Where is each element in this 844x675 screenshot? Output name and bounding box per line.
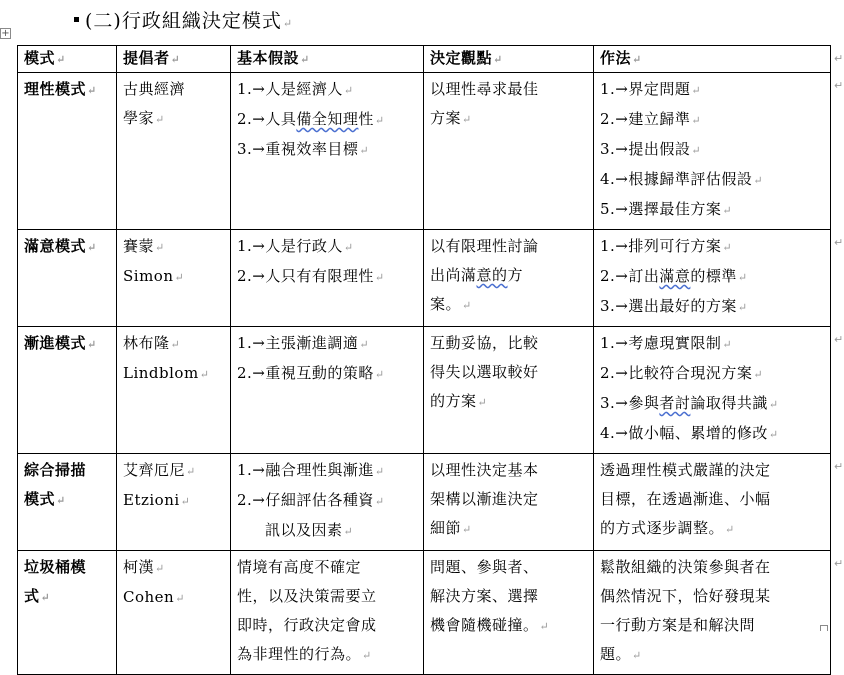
paragraph-mark: ↵ bbox=[155, 241, 165, 254]
paragraph-mark: ↵ bbox=[359, 338, 370, 351]
cell-line: 1.→融合理性與漸進↵ bbox=[237, 461, 385, 479]
cell-line: 案。↵ bbox=[430, 295, 472, 313]
spellcheck-underline[interactable]: 滿意 bbox=[659, 267, 691, 285]
cell-line: Etzioni↵ bbox=[123, 491, 191, 509]
table-row bbox=[18, 454, 831, 551]
paragraph-mark: ↵ bbox=[180, 495, 191, 508]
cell-line: 賽蒙↵ bbox=[123, 237, 165, 255]
paragraph-mark: ↵ bbox=[768, 428, 779, 441]
cell-line: 模式↵ bbox=[24, 490, 66, 508]
cell-line: 題。↵ bbox=[600, 645, 642, 663]
cell-line: 以理性決定基本 bbox=[430, 461, 539, 479]
cell-assumption bbox=[231, 551, 424, 675]
cell-model bbox=[18, 551, 117, 675]
paragraph-mark: ↵ bbox=[56, 53, 66, 66]
cell-line: 架構以漸進決定 bbox=[430, 490, 539, 508]
header-label: 基本假設 bbox=[237, 49, 300, 67]
cell-line: 目標，在透過漸進、小幅 bbox=[600, 490, 771, 508]
paragraph-mark: ↵ bbox=[343, 241, 354, 254]
paragraph-mark: ↵ bbox=[362, 649, 372, 662]
cell-line: 1.→界定問題↵ bbox=[600, 80, 702, 98]
cell-practice bbox=[594, 327, 831, 454]
cell-line: 4.→做小幅、累增的修改↵ bbox=[600, 424, 779, 442]
cell-line: 2.→建立歸準↵ bbox=[600, 110, 702, 128]
paragraph-mark: ↵ bbox=[175, 592, 185, 605]
header-label: 作法 bbox=[600, 49, 632, 67]
table-row bbox=[18, 327, 831, 454]
cell-line: 滿意模式↵ bbox=[24, 237, 97, 255]
cell-line: 性，以及決策需要立 bbox=[237, 587, 377, 605]
cell-model bbox=[18, 73, 117, 230]
table-row bbox=[18, 230, 831, 327]
cell-view bbox=[424, 73, 594, 230]
paragraph-mark: ↵ bbox=[374, 114, 385, 127]
cell-line: 學家↵ bbox=[123, 109, 165, 127]
cell-line: 3.→重視效率目標↵ bbox=[237, 140, 370, 158]
header-view bbox=[424, 46, 594, 73]
cell-line: 2.→訂出滿意的標準↵ bbox=[600, 267, 748, 285]
cell-line: 漸進模式↵ bbox=[24, 334, 97, 352]
cell-practice bbox=[594, 230, 831, 327]
paragraph-mark: ↵ bbox=[691, 144, 702, 157]
bullet-marker bbox=[74, 17, 79, 22]
paragraph-mark: ↵ bbox=[768, 398, 779, 411]
decision-models-table bbox=[17, 45, 831, 675]
cell-line: Simon↵ bbox=[123, 267, 185, 285]
cell-advocate bbox=[117, 73, 231, 230]
cell-line: 互動妥協，比較 bbox=[430, 334, 539, 352]
spellcheck-underline[interactable]: 意的 bbox=[476, 266, 508, 284]
row-end-mark: ↵ bbox=[834, 51, 844, 65]
paragraph-mark: ↵ bbox=[493, 53, 503, 66]
paragraph-mark: ↵ bbox=[374, 271, 385, 284]
cell-line: 出尚滿意的方 bbox=[430, 266, 524, 284]
paragraph-mark: ↵ bbox=[174, 271, 185, 284]
header-model bbox=[18, 46, 117, 73]
paragraph-mark: ↵ bbox=[199, 368, 210, 381]
cell-line: 以有限理性討論 bbox=[430, 237, 539, 255]
cell-line: 2.→人只有有限理性↵ bbox=[237, 267, 385, 285]
paragraph-mark: ↵ bbox=[343, 84, 354, 97]
cell-view bbox=[424, 327, 594, 454]
paragraph-mark: ↵ bbox=[539, 620, 550, 633]
cell-line: 問題、參與者、 bbox=[430, 558, 539, 576]
cell-line: 1.→排列可行方案↵ bbox=[600, 237, 733, 255]
paragraph-mark: ↵ bbox=[300, 53, 310, 66]
paragraph-mark: ↵ bbox=[691, 84, 702, 97]
paragraph-mark: ↵ bbox=[56, 494, 66, 507]
paragraph-mark: ↵ bbox=[725, 523, 735, 536]
paragraph-mark: ↵ bbox=[170, 338, 181, 351]
paragraph-mark: ↵ bbox=[722, 338, 733, 351]
row-end-mark: ↵ bbox=[834, 332, 844, 346]
header-assumption bbox=[231, 46, 424, 73]
table-resize-handle[interactable] bbox=[820, 625, 828, 631]
cell-line: 鬆散組織的決策參與者在 bbox=[600, 558, 771, 576]
cell-line: 2.→人具備全知理性↵ bbox=[237, 110, 385, 128]
paragraph-mark: ↵ bbox=[632, 53, 642, 66]
cell-line: 柯漢↵ bbox=[123, 558, 165, 576]
paragraph-mark: ↵ bbox=[374, 368, 385, 381]
paragraph-mark: ↵ bbox=[691, 114, 702, 127]
header-label: 決定觀點 bbox=[430, 49, 493, 67]
cell-line: 綜合掃描 bbox=[24, 461, 87, 479]
cell-model bbox=[18, 230, 117, 327]
cell-practice bbox=[594, 454, 831, 551]
cell-line: 理性模式↵ bbox=[24, 80, 97, 98]
spellcheck-underline[interactable]: 備全知理 bbox=[296, 110, 359, 128]
cell-line: 古典經濟 bbox=[123, 80, 186, 98]
cell-advocate bbox=[117, 454, 231, 551]
cell-line: 1.→主張漸進調適↵ bbox=[237, 334, 370, 352]
paragraph-mark: ↵ bbox=[722, 241, 733, 254]
paragraph-mark: ↵ bbox=[462, 523, 472, 536]
header-label: 模式 bbox=[24, 49, 56, 67]
cell-view bbox=[424, 454, 594, 551]
cell-line: 的方案↵ bbox=[430, 392, 488, 410]
paragraph-mark: ↵ bbox=[186, 465, 196, 478]
cell-line: 3.→選出最好的方案↵ bbox=[600, 297, 748, 315]
cell-line: Lindblom↵ bbox=[123, 364, 210, 382]
cell-advocate bbox=[117, 551, 231, 675]
paragraph-mark: ↵ bbox=[87, 84, 97, 97]
paragraph-mark: ↵ bbox=[374, 465, 385, 478]
cell-line: 4.→根據歸準評估假設↵ bbox=[600, 170, 764, 188]
cell-line: 艾齊厄尼↵ bbox=[123, 461, 196, 479]
cell-line: Cohen↵ bbox=[123, 588, 185, 606]
cell-line: 得失以選取較好 bbox=[430, 363, 539, 381]
cell-assumption bbox=[231, 327, 424, 454]
paragraph-mark: ↵ bbox=[462, 299, 472, 312]
cell-line: 即時，行政決定會成 bbox=[237, 616, 377, 634]
cell-line: 訊以及因素↵ bbox=[265, 521, 354, 539]
header-advocate bbox=[117, 46, 231, 73]
cell-line: 解決方案、選擇 bbox=[430, 587, 539, 605]
cell-advocate bbox=[117, 230, 231, 327]
cell-line: 垃圾桶模 bbox=[24, 558, 87, 576]
cell-line: 以理性尋求最佳 bbox=[430, 80, 539, 98]
cell-advocate bbox=[117, 327, 231, 454]
cell-line: 1.→考慮現實限制↵ bbox=[600, 334, 733, 352]
paragraph-mark: ↵ bbox=[155, 562, 165, 575]
paragraph-mark: ↵ bbox=[40, 591, 51, 604]
table-move-handle[interactable]: + bbox=[1, 28, 10, 39]
cell-line: 2.→重視互動的策略↵ bbox=[237, 364, 385, 382]
cell-line: 林布隆↵ bbox=[123, 334, 181, 352]
row-end-mark: ↵ bbox=[834, 556, 844, 570]
cell-assumption bbox=[231, 454, 424, 551]
paragraph-mark: ↵ bbox=[170, 53, 181, 66]
cell-line: 偶然情況下，恰好發現某 bbox=[600, 587, 771, 605]
cell-line: 3.→提出假設↵ bbox=[600, 140, 702, 158]
cell-line: 透過理性模式嚴謹的決定 bbox=[600, 461, 771, 479]
cell-view bbox=[424, 230, 594, 327]
cell-line: 機會隨機碰撞。↵ bbox=[430, 616, 550, 634]
cell-line: 1.→人是行政人↵ bbox=[237, 237, 354, 255]
cell-model bbox=[18, 454, 117, 551]
spellcheck-underline[interactable]: 者討 bbox=[659, 394, 691, 412]
cell-line: 5.→選擇最佳方案↵ bbox=[600, 200, 733, 218]
paragraph-mark: ↵ bbox=[753, 174, 764, 187]
cell-assumption bbox=[231, 230, 424, 327]
heading-text: (二)行政組織決定模式 bbox=[85, 10, 282, 32]
cell-line: 式↵ bbox=[24, 587, 51, 605]
paragraph-mark: ↵ bbox=[753, 368, 764, 381]
cell-line: 一行動方案是和解決問 bbox=[600, 616, 756, 634]
cell-model bbox=[18, 327, 117, 454]
table-row bbox=[18, 551, 831, 675]
paragraph-mark: ↵ bbox=[282, 17, 294, 30]
table-row bbox=[18, 73, 831, 230]
cell-line: 3.→參與者討論取得共識↵ bbox=[600, 394, 779, 412]
cell-line: 2.→比較符合現況方案↵ bbox=[600, 364, 764, 382]
cell-line: 方案↵ bbox=[430, 109, 472, 127]
paragraph-mark: ↵ bbox=[632, 649, 642, 662]
paragraph-mark: ↵ bbox=[87, 241, 97, 254]
cell-line: 的方式逐步調整。↵ bbox=[600, 519, 735, 537]
row-end-mark: ↵ bbox=[834, 235, 844, 249]
paragraph-mark: ↵ bbox=[343, 525, 354, 538]
header-label: 提倡者 bbox=[123, 49, 170, 67]
paragraph-mark: ↵ bbox=[462, 113, 472, 126]
paragraph-mark: ↵ bbox=[87, 338, 97, 351]
section-heading bbox=[74, 6, 293, 33]
table-header-row bbox=[18, 46, 831, 73]
cell-line: 1.→人是經濟人↵ bbox=[237, 80, 354, 98]
cell-view bbox=[424, 551, 594, 675]
header-practice bbox=[594, 46, 831, 73]
paragraph-mark: ↵ bbox=[155, 113, 165, 126]
cell-line: 細節↵ bbox=[430, 519, 472, 537]
paragraph-mark: ↵ bbox=[477, 396, 488, 409]
paragraph-mark: ↵ bbox=[737, 271, 748, 284]
paragraph-mark: ↵ bbox=[722, 204, 733, 217]
cell-line: 情境有高度不確定 bbox=[237, 558, 362, 576]
paragraph-mark: ↵ bbox=[374, 495, 385, 508]
paragraph-mark: ↵ bbox=[359, 144, 370, 157]
cell-line: 為非理性的行為。↵ bbox=[237, 645, 372, 663]
cell-assumption bbox=[231, 73, 424, 230]
cell-practice bbox=[594, 73, 831, 230]
row-end-mark: ↵ bbox=[834, 459, 844, 473]
paragraph-mark: ↵ bbox=[737, 301, 748, 314]
cell-practice bbox=[594, 551, 831, 675]
cell-line: 2.→仔細評估各種資↵ bbox=[237, 491, 385, 509]
row-end-mark: ↵ bbox=[834, 78, 844, 92]
